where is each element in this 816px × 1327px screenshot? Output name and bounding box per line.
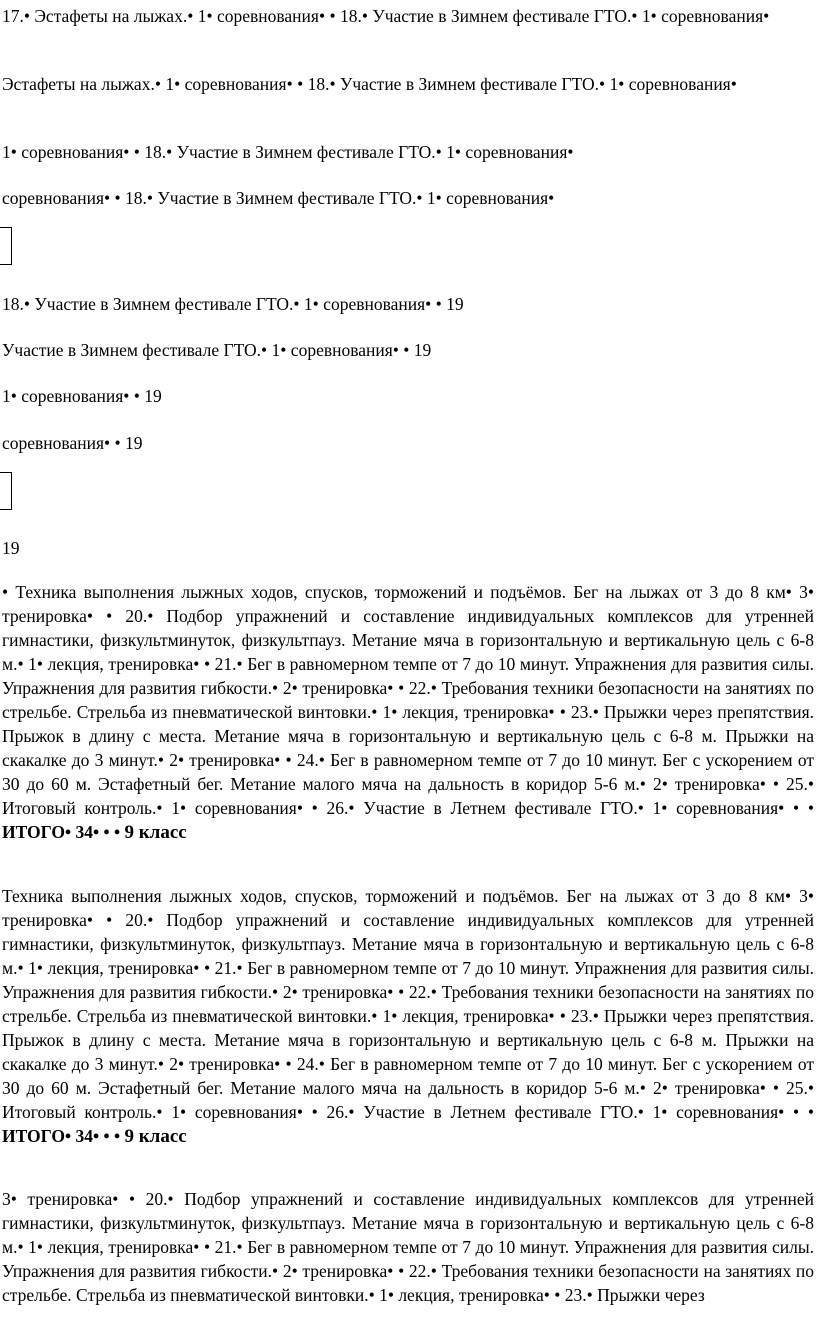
long-paragraph-a bbox=[2, 580, 814, 845]
text-block-2: Эстафеты на лыжах.• 1• соревнования• • 18.• Участие в Зимнем фестивале ГТО.• 1• соревнования• bbox=[2, 74, 737, 94]
text-block-4: соревнования• • 18.• Участие в Зимнем фестивале ГТО.• 1• соревнования• bbox=[2, 188, 555, 208]
text-block-9: 19 bbox=[2, 538, 20, 558]
empty-cell-marker bbox=[0, 472, 12, 510]
grade-label: 9 класс bbox=[124, 822, 187, 843]
empty-cell-marker bbox=[0, 227, 12, 265]
text-block-1: 17.• Эстафеты на лыжах.• 1• соревнования• • 18.• Участие в Зимнем фестивале ГТО.• 1• соревнования• bbox=[2, 6, 770, 26]
text-block-3: 1• соревнования• • 18.• Участие в Зимнем фестивале ГТО.• 1• соревнования• bbox=[2, 142, 574, 162]
long-paragraph-c: 3• тренировка• • 20.• Подбор упражнений и составление индивидуальных комплексов для утренней гимнастики, физкультминуток, физкультпауз. Метание мяча в горизонтальную и вертикальную цель с 6-8 м.• 1• лекция, тренировка• • 21.• Бег в равномерном темпе от 7 до 10 минут. Упражнения для развития силы. Упражнения для развития гибкости.• 2• тренировка• • 22.• Требования техники безопасности на занятиях по стрельбе. Стрельба из пневматической винтовки.• 1• лекция, тренировка• • 23.• Прыжки через bbox=[2, 1189, 814, 1305]
long-paragraph-b-text: Техника выполнения лыжных ходов, спусков, торможений и подъёмов. Бег на лыжах от 3 до 8 км• 3• тренировка• • 20.• Подбор упражнений и составление индивидуальных комплексов для утренней гимнастики, физкультминуток, физкультпауз. Метание мяча в горизонтальную и вертикальную цель с 6-8 м.• 1• лекция, тренировка• • 21.• Бег в равномерном темпе от 7 до 10 минут. Упражнения для развития силы. Упражнения для развития гибкости.• 2• тренировка• • 22.• Требования техники безопасности на занятиях по стрельбе. Стрельба из пневматической винтовки.• 1• лекция, тренировка• • 23.• Прыжки через препятствия. Прыжок в длину с места. Метание мяча в горизонтальную и вертикальную цель с 6-8 м. Прыжки на скакалке до 3 минут.• 2• тренировка• • 24.• Бег в равномерном темпе от 7 до 10 минут. Бег с ускорением от 30 до 60 м. Эстафетный бег. Метание малого мяча на дальность в коридор 5-6 м.• 2• тренировка• • 25.• Итоговый контроль.• 1• соревнования• • 26.• Участие в Летнем фестивале ГТО.• 1• соревнования• • • bbox=[2, 886, 814, 1122]
text-block-8: соревнования• • 19 bbox=[2, 433, 143, 453]
grade-label: 9 класс bbox=[124, 1126, 187, 1147]
long-paragraph-b bbox=[2, 884, 814, 1149]
total-label: ИТОГО• 34• • • bbox=[2, 1126, 121, 1146]
total-label: ИТОГО• 34• • • bbox=[2, 822, 121, 842]
text-block-5: 18.• Участие в Зимнем фестивале ГТО.• 1• соревнования• • 19 bbox=[2, 294, 464, 314]
text-block-7: 1• соревнования• • 19 bbox=[2, 386, 162, 406]
long-paragraph-a-text: • Техника выполнения лыжных ходов, спусков, торможений и подъёмов. Бег на лыжах от 3 до 8 км• 3• тренировка• • 20.• Подбор упражнений и составление индивидуальных комплексов для утренней гимнастики, физкультминуток, физкультпауз. Метание мяча в горизонтальную и вертикальную цель с 6-8 м.• 1• лекция, тренировка• • 21.• Бег в равномерном темпе от 7 до 10 минут. Упражнения для развития силы. Упражнения для развития гибкости.• 2• тренировка• • 22.• Требования техники безопасности на занятиях по стрельбе. Стрельба из пневматической винтовки.• 1• лекция, тренировка• • 23.• Прыжки через препятствия. Прыжок в длину с места. Метание мяча в горизонтальную и вертикальную цель с 6-8 м. Прыжки на скакалке до 3 минут.• 2• тренировка• • 24.• Бег в равномерном темпе от 7 до 10 минут. Бег с ускорением от 30 до 60 м. Эстафетный бег. Метание малого мяча на дальность в коридор 5-6 м.• 2• тренировка• • 25.• Итоговый контроль.• 1• соревнования• • 26.• Участие в Летнем фестивале ГТО.• 1• соревнования• • • bbox=[2, 582, 814, 818]
text-block-6: Участие в Зимнем фестивале ГТО.• 1• соревнования• • 19 bbox=[2, 340, 432, 360]
